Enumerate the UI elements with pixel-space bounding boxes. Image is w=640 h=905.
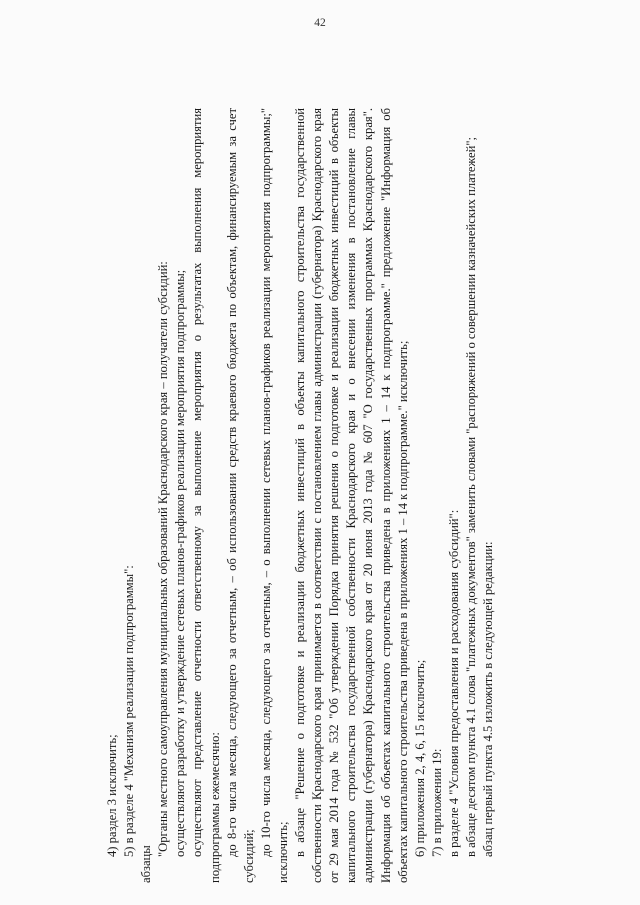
paragraph: в абзаце десятом пункта 4.1 слова "платежных документов" заменить словами "распоряжений о совершении казначейских платежей"; xyxy=(463,137,478,857)
paragraph: до 10-го числа месяца, следующего за отчетным, – о выполнении сетевых планов-графиков реализации мероприятия подпрограммы;" исключить; xyxy=(258,108,290,883)
paragraph: "Органы местного самоуправления муниципальных образований Краснодарского края – получатели субсидий: xyxy=(156,261,171,857)
paragraph: в разделе 4 "Условия предоставления и расходования субсидий": xyxy=(446,509,461,857)
document-body xyxy=(104,108,514,883)
paragraph: осуществляют представление отчетности ответственному за выполнение мероприятия о результатах выполнения мероприятия подпрограммы ежемесячно: xyxy=(190,108,222,883)
paragraph: в абзаце "Решение о подготовке и реализации бюджетных инвестиций в объекты капитального строительства государственной собственности Краснодарского края принимается в соответствии с постановлением главы администрации (губернатора) Краснодарского края от 29 мая 2014 года № 532 "Об утверждении Порядка принятия решения о подготовке и реализации бюджетных инвестиций в объекты капитального строительства государственной собственности Краснодарского края и о внесении изменения в постановление главы администрации (губернатора) Краснодарского края от 20 июня 2013 года № 607 "О государственных программах Краснодарского края". Информация об объектах капитального строительства приведена в приложениях 1 – 14 к подпрограмме." предложение "Информация об объектах капитального строительства приведена в приложениях 1 – 14 к подпрограмме." исключить; xyxy=(293,108,410,883)
rotated-text-region xyxy=(104,108,514,883)
page-number: 42 xyxy=(314,17,326,29)
paragraph: 6) приложения 2, 4, 6, 15 исключить; xyxy=(412,659,427,857)
paragraph: 5) в разделе 4 "Механизм реализации подпрограммы": xyxy=(122,565,137,857)
paragraph: 7) в приложении 19: xyxy=(429,748,444,857)
paragraph: осуществляют разработку и утверждение сетевых планов-графиков реализации мероприятия подпрограммы; xyxy=(173,269,188,857)
paragraph: до 8-го числа месяца, следующего за отчетным, – об использовании средств краевого бюджета по объектам, финансируемым за счет субсидий; xyxy=(224,108,256,883)
paragraph: абзац первый пункта 4.5 изложить в следующей редакции: xyxy=(481,541,496,857)
paragraph: абзацы xyxy=(139,845,154,883)
paragraph: 4) раздел 3 исключить; xyxy=(105,734,119,857)
